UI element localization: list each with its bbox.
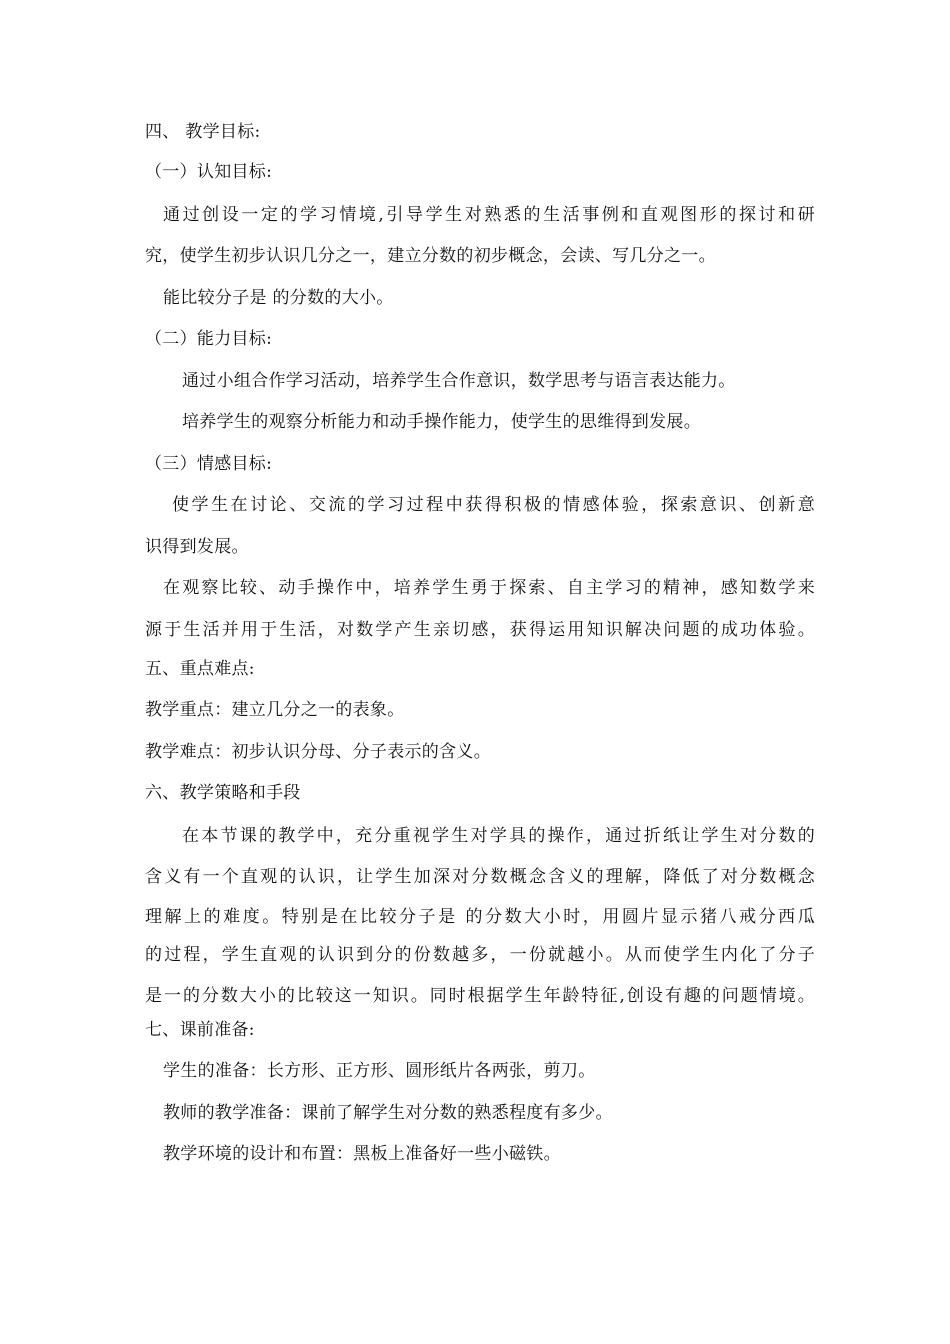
paragraph-line: 识得到发展。 xyxy=(145,537,249,557)
section-heading-key-difficult-points: 五、重点难点: xyxy=(145,659,255,679)
paragraph-line: 培养学生的观察分析能力和动手操作能力，使学生的思维得到发展。 xyxy=(182,412,701,432)
paragraph-line: 在观察比较、动手操作中，培养学生勇于探索、自主学习的精神，感知数学来 xyxy=(163,578,815,598)
subheading-cognitive-goals: （一）认知目标: xyxy=(145,162,273,182)
paragraph-line: 在本节课的教学中，充分重视学生对学具的操作，通过折纸让学生对分数的 xyxy=(182,826,815,846)
subheading-ability-goals: （二）能力目标: xyxy=(145,329,273,349)
paragraph-line: 使学生在讨论、交流的学习过程中获得积极的情感体验，探索意识、创新意 xyxy=(172,495,815,515)
paragraph-line: 能比较分子是 的分数的大小。 xyxy=(163,288,394,308)
paragraph-line: 究，使学生初步认识几分之一，建立分数的初步概念，会读、写几分之一。 xyxy=(145,246,716,266)
subheading-emotional-goals: （三）情感目标: xyxy=(145,454,273,474)
section-heading-teaching-goals: 四、 教学目标: xyxy=(145,122,261,142)
paragraph-line-environment-preparation: 教学环境的设计和布置：黑板上准备好一些小磁铁。 xyxy=(163,1144,561,1164)
paragraph-line: 通过小组合作学习活动，培养学生合作意识，数学思考与语言表达能力。 xyxy=(182,371,736,391)
paragraph-line: 的过程，学生直观的认识到分的份数越多，一份就越小。从而使学生内化了分子 xyxy=(145,945,815,965)
paragraph-line-teaching-key: 教学重点：建立几分之一的表象。 xyxy=(145,700,405,720)
paragraph-line-teacher-preparation: 教师的教学准备：课前了解学生对分数的熟悉程度有多少。 xyxy=(163,1103,613,1123)
paragraph-line: 源于生活并用于生活，对数学产生亲切感，获得运用知识解决问题的成功体验。 xyxy=(145,620,815,640)
paragraph-line-teaching-difficulty: 教学难点：初步认识分母、分子表示的含义。 xyxy=(145,742,491,762)
paragraph-line: 含义有一个直观的认识，让学生加深对分数概念含义的理解，降低了对分数概念 xyxy=(145,867,815,887)
paragraph-line: 通过创设一定的学习情境,引导学生对熟悉的生活事例和直观图形的探讨和研 xyxy=(163,205,815,225)
section-heading-preparation: 七、课前准备: xyxy=(145,1020,255,1040)
section-heading-strategies: 六、教学策略和手段 xyxy=(145,783,301,803)
paragraph-line: 理解上的难度。特别是在比较分子是 的分数大小时，用圆片显示猪八戒分西瓜 xyxy=(145,907,815,927)
paragraph-line: 是一的分数大小的比较这一知识。同时根据学生年龄特征,创设有趣的问题情境。 xyxy=(145,986,815,1006)
paragraph-line-student-preparation: 学生的准备：长方形、正方形、圆形纸片各两张，剪刀。 xyxy=(163,1061,596,1081)
